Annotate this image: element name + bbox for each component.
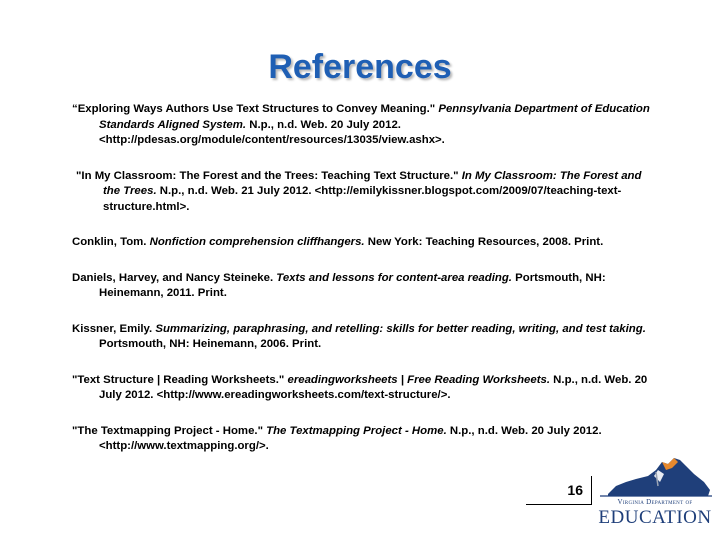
reference-item: Conklin, Tom. Nonfiction comprehension cliffhangers. New York: Teaching Resources, 2008. Print.	[72, 236, 604, 248]
virginia-state-icon	[596, 452, 714, 498]
page-title: References	[268, 48, 452, 86]
reference-item: "Text Structure | Reading Worksheets." ereadingworksheets | Free Reading Worksheets. N.p., n.d. Web. 20 July 2012. <http://www.ereadingworksheets.com/text-structure/>.	[72, 373, 648, 401]
reference-item: "The Textmapping Project - Home." The Textmapping Project - Home. N.p., n.d. Web. 20 July 2012. <http://www.textmapping.org/>.	[72, 424, 602, 452]
reference-item: “Exploring Ways Authors Use Text Structures to Convey Meaning." Pennsylvania Department of Education Standards Aligned System. N.p., n.d. Web. 20 July 2012. <http://pdesas.org/module/content/resources/13035/view.ashx>.	[72, 103, 650, 146]
reference-list	[72, 102, 652, 475]
reference-item: Daniels, Harvey, and Nancy Steineke. Texts and lessons for content-area reading. Portsmouth, NH: Heinemann, 2011. Print.	[72, 271, 606, 299]
vdoe-logo: Virginia Department of EDUCATION	[596, 452, 714, 536]
reference-item: "In My Classroom: The Forest and the Trees: Teaching Text Structure." In My Classroom: The Forest and the Trees. N.p., n.d. Web. 21 July 2012. <http://emilykissner.blogspot.com/2009/07/teaching-text-structure.html>.	[76, 169, 642, 213]
page-number: 16	[526, 476, 592, 505]
reference-item: Kissner, Emily. Summarizing, paraphrasing, and retelling: skills for better reading, writing, and test taking. Portsmouth, NH: Heinemann, 2006. Print.	[72, 322, 646, 350]
